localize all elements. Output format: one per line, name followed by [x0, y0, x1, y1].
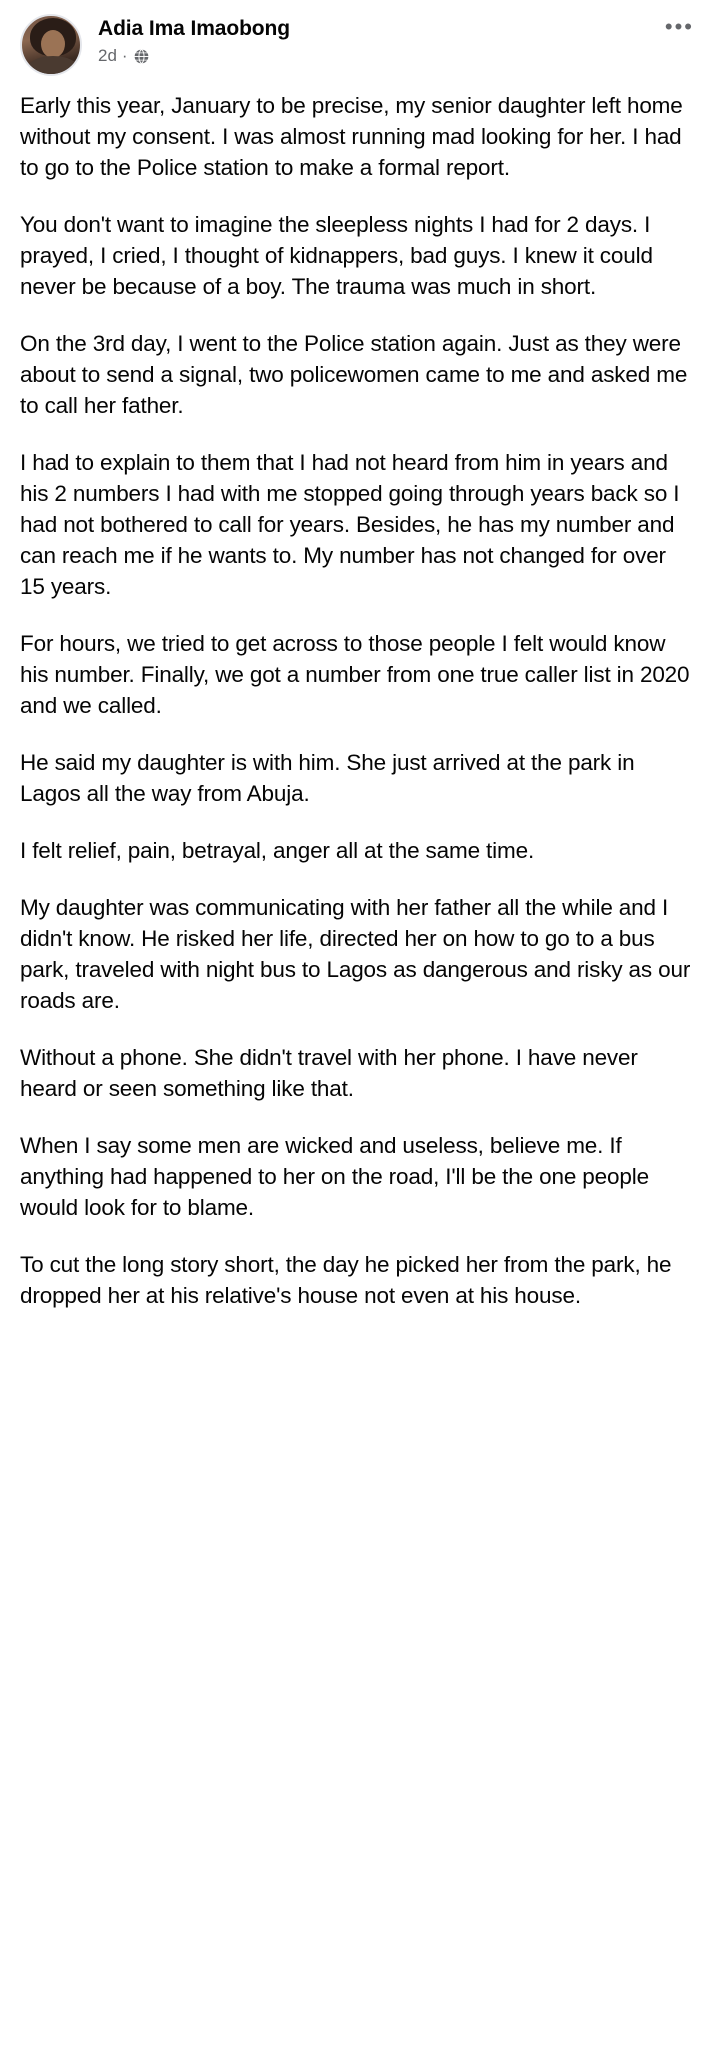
post-timestamp[interactable]: 2d	[98, 46, 117, 65]
post-header-text	[82, 14, 655, 66]
post-paragraph: To cut the long story short, the day he picked her from the park, he dropped her at his relative's house not even at his house.	[20, 1252, 672, 1308]
author-name[interactable]: Adia Ima Imaobong	[98, 17, 290, 40]
post-options-menu-icon[interactable]: •••	[664, 14, 694, 39]
post-paragraph: I had to explain to them that I had not heard from him in years and his 2 numbers I had with me stopped going through years back so I had not bothered to call for years. Besides, he has my number and can reach me if he wants to. My number has not changed for over 15 years.	[20, 450, 680, 599]
post-body	[0, 82, 716, 1321]
post-header	[0, 0, 716, 82]
post-paragraph: He said my daughter is with him. She just arrived at the park in Lagos all the way from Abuja.	[20, 750, 635, 806]
avatar-face	[41, 30, 65, 58]
avatar-body	[28, 56, 78, 76]
post-paragraph: I felt relief, pain, betrayal, anger all at the same time.	[20, 838, 535, 863]
post-paragraph: You don't want to imagine the sleepless nights I had for 2 days. I prayed, I cried, I thought of kidnappers, bad guys. I knew it could never be because of a boy. The trauma was much in short.	[20, 212, 653, 299]
post-paragraph: Early this year, January to be precise, my senior daughter left home without my consent. I was almost running mad looking for her. I had to go to the Police station to make a formal report.	[20, 93, 683, 180]
post-meta	[98, 46, 655, 66]
post-paragraph: Without a phone. She didn't travel with her phone. I have never heard or seen something like that.	[20, 1045, 638, 1101]
post-paragraph: When I say some men are wicked and useless, believe me. If anything had happened to her on the road, I'll be the one people would look for to blame.	[20, 1133, 649, 1220]
post-paragraph: For hours, we tried to get across to those people I felt would know his number. Finally, we got a number from one true caller list in 2020 and we called.	[20, 631, 690, 718]
post-paragraph: On the 3rd day, I went to the Police station again. Just as they were about to send a signal, two policewomen came to me and asked me to call her father.	[20, 331, 688, 418]
meta-separator: ·	[121, 46, 128, 65]
avatar[interactable]	[20, 14, 82, 76]
globe-icon[interactable]	[133, 47, 151, 65]
post-paragraph: My daughter was communicating with her father all the while and I didn't know. He risked her life, directed her on how to go to a bus park, traveled with night bus to Lagos as dangerous and risky as our roads are.	[20, 895, 691, 1013]
